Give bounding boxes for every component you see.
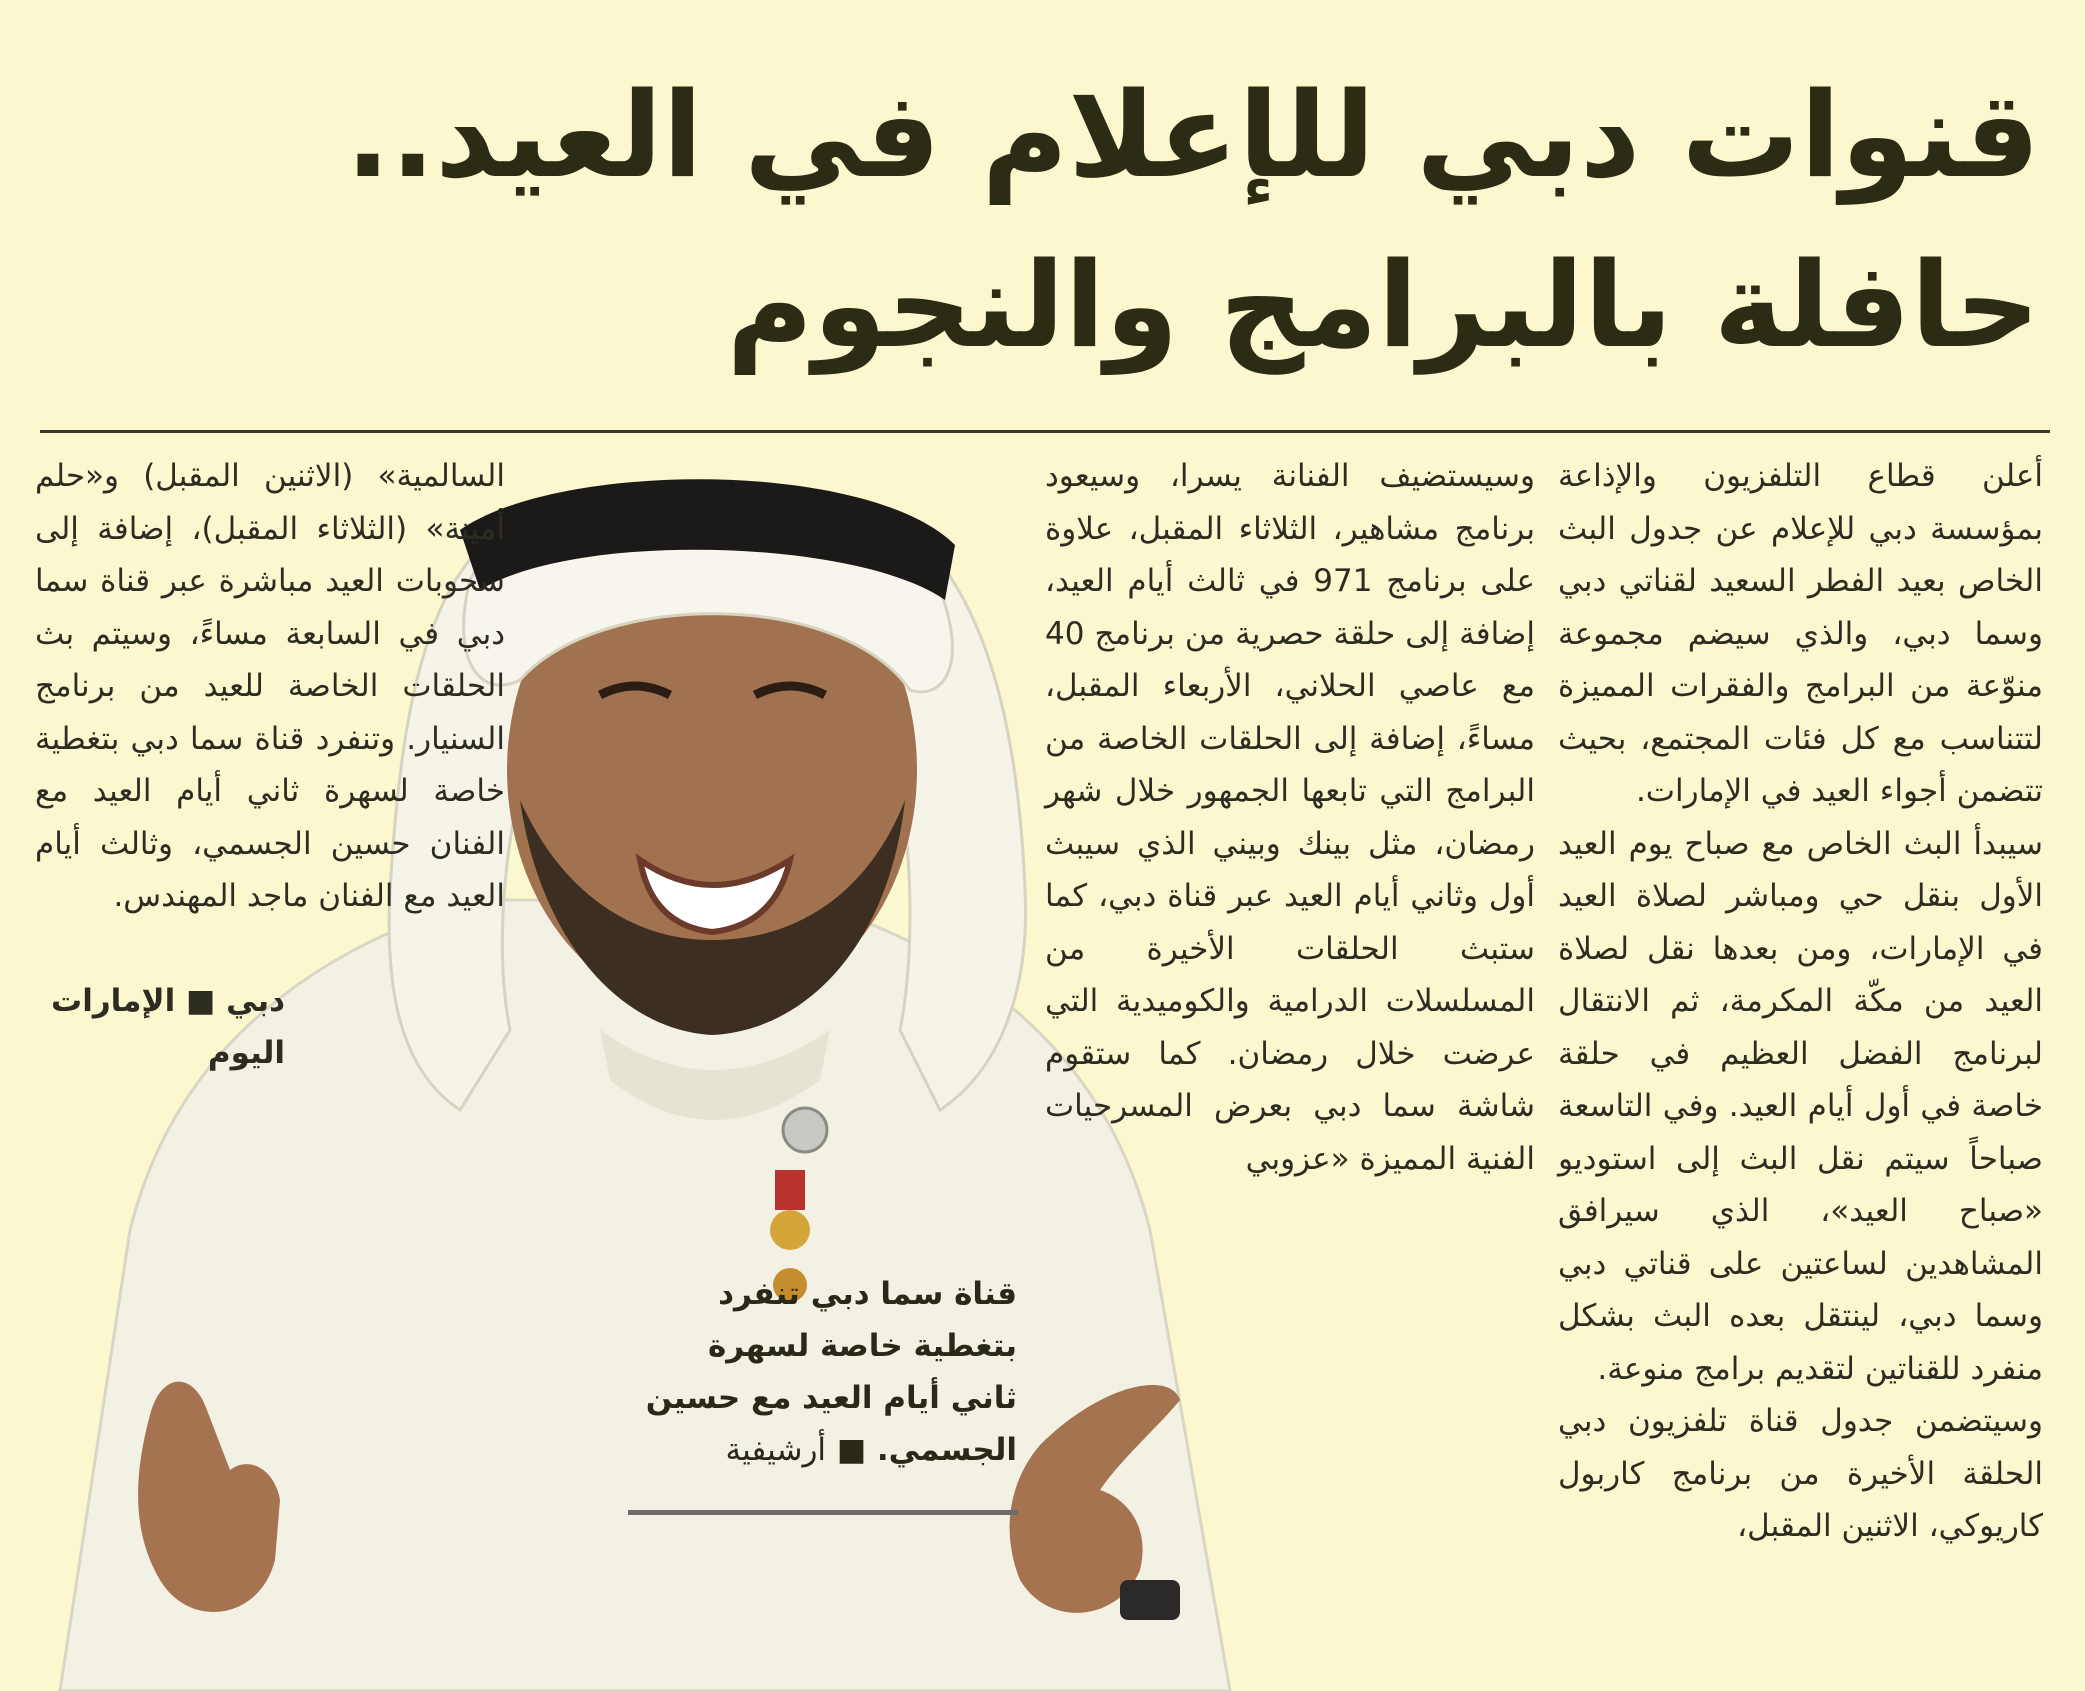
headline [40, 50, 2040, 390]
article-column-3: السالمية» (الاثنين المقبل) و«حلم أمينة» (الثلاثاء المقبل)، إضافة إلى سحوبات العيد مباشرة عبر قناة سما دبي في السابعة مساءً، وسيتم بث الحلقات الخاصة للعيد من برنامج السنيار. وتنفرد قناة سما دبي بتغطية خاصة لسهرة ثاني أيام العيد مع الفنان حسين الجسمي، وثالث أيام العيد مع الفنان ماجد المهندس. [35, 458, 505, 914]
headline-line-1: قنوات دبي للإعلام في العيد.. [345, 66, 2040, 204]
photo-credit: أرشيفية [725, 1432, 827, 1468]
article-column-1: أعلن قطاع التلفزيون والإذاعة بمؤسسة دبي للإعلام عن جدول البث الخاص بعيد الفطر السعيد لقناتي دبي وسما دبي، والذي سيضم مجموعة منوّعة من البرامج والفقرات المميزة لتتناسب مع كل فئات المجتمع، بحيث تتضمن أجواء العيد في الإمارات. سيبدأ البث الخاص مع صباح يوم العيد الأول بنقل حي ومباشر لصلاة العيد في الإمارات، ومن بعدها نقل لصلاة العيد من مكّة المكرمة، ثم الانتقال لبرنامج الفضل العظيم في حلقة خاصة في أول أيام العيد. وفي التاسعة صباحاً سيتم نقل البث إلى استوديو «صباح العيد»، الذي سيرافق المشاهدين لساعتين على قناتي دبي وسما دبي، لينتقل بعده البث بشكل منفرد للقناتين لتقديم برامج منوعة. وسيتضمن جدول قناة تلفزيون دبي الحلقة الأخيرة من برنامج كاربول كاريوكي، الاثنين المقبل، [1558, 458, 2043, 1544]
caption-divider [628, 1510, 1018, 1515]
headline-divider [40, 430, 2050, 433]
article-column-2: وسيستضيف الفنانة يسرا، وسيعود برنامج مشاهير، الثلاثاء المقبل، علاوة على برنامج 971 في ثالث أيام العيد، إضافة إلى حلقة حصرية من برنامج 40 مع عاصي الحلاني، الأربعاء المقبل، مساءً، إضافة إلى الحلقات الخاصة من البرامج التي تابعها الجمهور خلال شهر رمضان، مثل بينك وبيني الذي سيبث أول وثاني أيام العيد عبر قناة دبي، كما ستبث الحلقات الأخيرة من المسلسلات الدرامية والكوميدية التي عرضت خلال رمضان. كما ستقوم شاشة سما دبي بعرض المسرحيات الفنية المميزة «عزوبي [1045, 458, 1535, 1177]
headline-line-2: حافلة بالبرامج والنجوم [726, 236, 2040, 374]
dateline-byline: دبي ■ الإمارات اليوم [51, 983, 285, 1071]
photo-caption [637, 1268, 1017, 1476]
photo-caption-text: قناة سما دبي تنفرد بتغطية خاصة لسهرة ثاني أيام العيد مع حسين الجسمي. ■ [645, 1276, 1017, 1468]
